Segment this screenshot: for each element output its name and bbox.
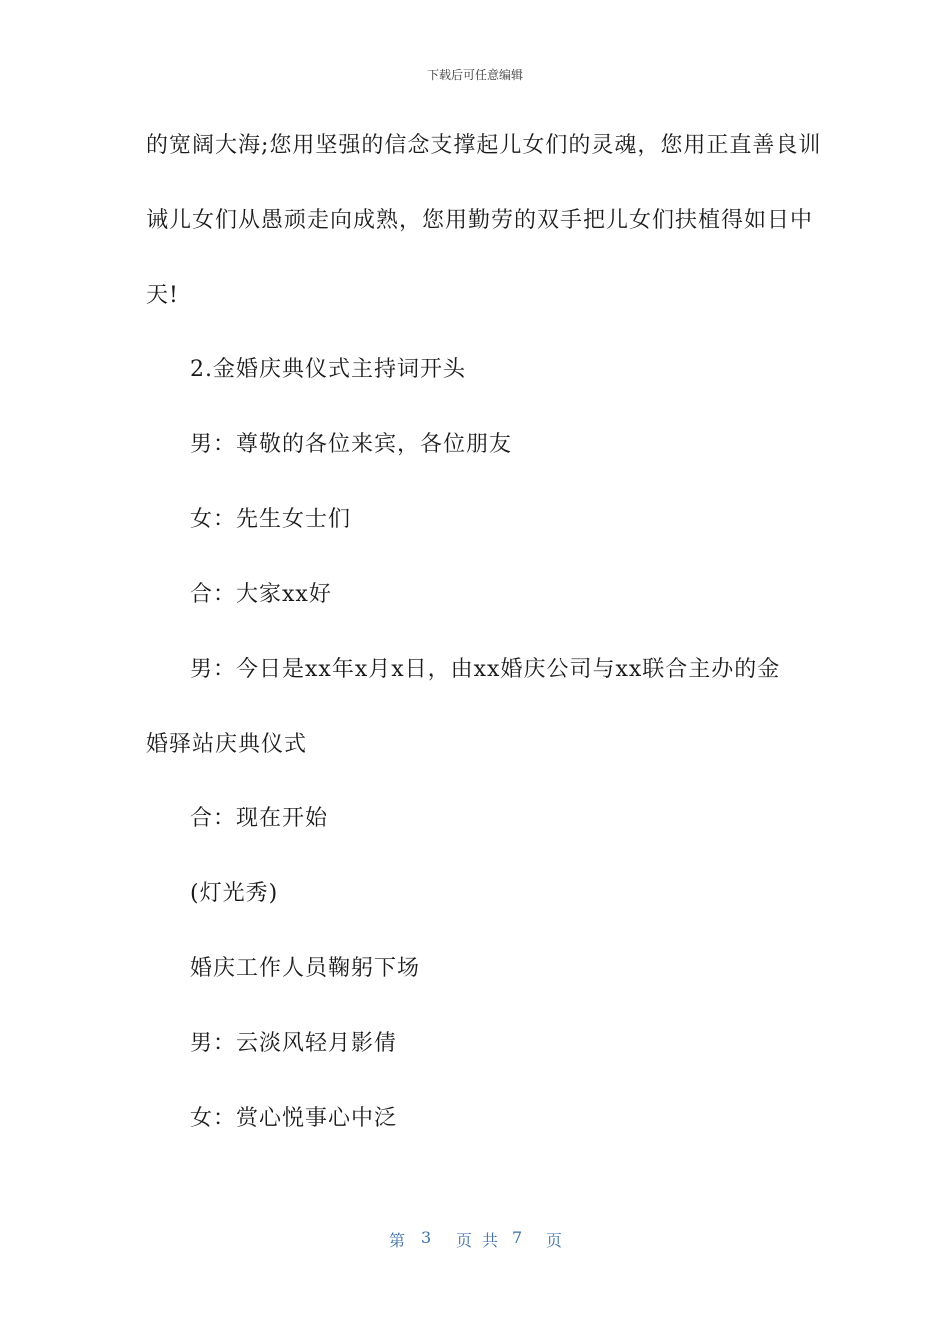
stage-direction: 婚庆工作人员鞠躬下场 [190, 956, 421, 981]
footer-prefix: 第 [389, 1231, 406, 1250]
dialogue-line: 合：大家xx好 [190, 582, 332, 607]
dialogue-line: 合：现在开始 [190, 806, 329, 831]
section-heading: 2.金婚庆典仪式主持词开头 [190, 357, 466, 382]
stage-direction: (灯光秀) [190, 881, 279, 906]
dialogue-line: 女：赏心悦事心中泛 [190, 1106, 398, 1131]
dialogue-line: 男：尊敬的各位来宾，各位朋友 [190, 432, 513, 457]
current-page-number: 3 [421, 1228, 432, 1247]
page-header: 下载后可任意编辑 [426, 68, 523, 82]
total-pages-number: 7 [512, 1228, 523, 1247]
dialogue-line: 女：先生女士们 [190, 507, 352, 532]
page-footer [0, 1228, 950, 1252]
dialogue-line-continued: 婚驿站庆典仪式 [146, 732, 308, 757]
paragraph-line: 的宽阔大海;您用坚强的信念支撑起儿女们的灵魂，您用正直善良训 [146, 133, 822, 158]
footer-suffix: 页 [546, 1231, 563, 1250]
paragraph-line: 诫儿女们从愚顽走向成熟，您用勤劳的双手把儿女们扶植得如日中 [146, 208, 814, 233]
footer-middle: 页共 [456, 1231, 509, 1250]
dialogue-line: 男：今日是xx年x月x日，由xx婚庆公司与xx联合主办的金 [190, 657, 781, 682]
paragraph-line: 天! [146, 283, 179, 308]
dialogue-line: 男：云淡风轻月影倩 [190, 1031, 398, 1056]
